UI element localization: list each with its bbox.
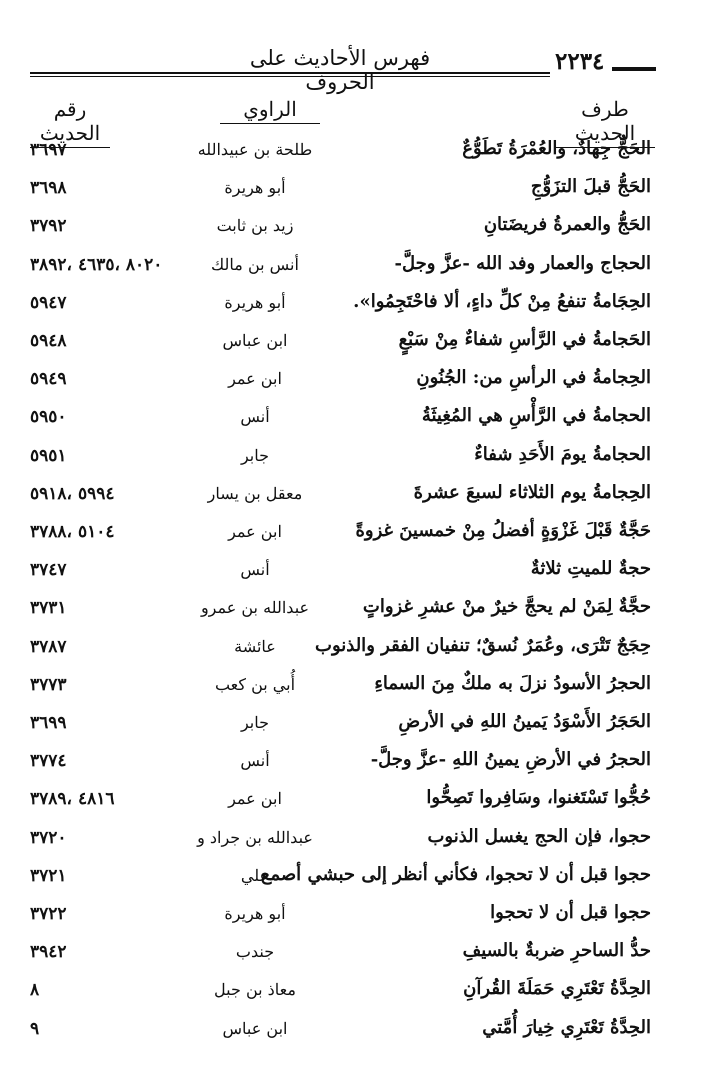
hadith-text: الحَجُّ قبلَ التزَوُّجِ [530,176,651,197]
table-row [0,1009,703,1047]
table-row [0,359,703,397]
table-row [0,283,703,321]
narrator-name: عائشة [234,637,276,656]
narrator-name: طلحة بن عبيدالله [197,140,313,159]
hadith-number: ٥٩٥٠ [30,407,67,427]
hadith-number: ٣٦٩٩ [30,713,67,733]
narrator-name: عبدالله بن عمرو [200,598,310,617]
column-header-narrator-label: الراوي [243,97,297,121]
hadith-text: حجوا، فإن الحج يغسل الذنوب [427,826,651,847]
table-row [0,779,703,817]
hadith-number: ٣٦٩٧ [30,140,67,160]
table-row [0,130,703,168]
hadith-text: الحجامةُ يومَ الأَحَدِ شفاءٌ [474,444,651,465]
narrator-name: جابر [240,713,270,732]
table-row [0,436,703,474]
narrator-name: أنس [240,751,270,770]
hadith-text: الحَجُّ جِهادٌ، والعُمْرَةُ تَطَوُّعٌ [462,138,651,159]
column-header-narrator-underline [220,123,320,124]
narrator-name: علي [240,866,270,885]
narrator-name: معقل بن يسار [207,484,303,503]
hadith-number: ٥١٠٤ ،٣٧٨٨ [30,522,115,542]
hadith-text: الحِدَّةُ تَعْتَرِي خِيارَ أُمَّتي [482,1017,651,1038]
narrator-name: ابن عمر [228,522,282,541]
hadith-number: ٥٩٥١ [30,446,67,466]
table-row [0,665,703,703]
column-header-hadith-label: طرف الحديث [574,97,636,145]
narrator-name: ابن عباس [222,331,288,350]
hadith-number: ٥٩٩٤ ،٥٩١٨ [30,484,115,504]
hadith-number: ٣٧٨٧ [30,637,67,657]
narrator-name: أنس بن مالك [211,255,299,274]
narrator-name: ابن عباس [222,1019,288,1038]
table-row [0,970,703,1008]
hadith-text: الحجرُ الأسودُ نزلَ به ملكٌ مِنَ السماءِ [374,673,651,694]
hadith-text: الحَجَرُ الأَسْوَدُ يَمينُ اللهِ في الأرضِ [398,711,651,732]
hadith-number: ٣٧٧٣ [30,675,67,695]
hadith-number: ٩ [30,1019,40,1039]
hadith-text: حدُّ الساحرِ ضربةٌ بالسيفِ [462,940,651,961]
table-row [0,512,703,550]
hadith-number: ٣٧٤٧ [30,560,67,580]
table-row [0,627,703,665]
table-row [0,321,703,359]
hadith-text: حجَّةٌ لِمَنْ لم يحجَّ خيرٌ منْ عشرِ غزواتٍ [362,596,651,617]
table-row [0,856,703,894]
hadith-number: ٣٧٣١ [30,598,67,618]
hadith-text: الحَجامةُ في الرَّأسِ شفاءٌ مِنْ سَبْعٍ [398,329,651,350]
hadith-text: الحِدَّةُ تَعْتَرِي حَمَلَةَ القُرآنِ [463,978,651,999]
table-row [0,206,703,244]
table-row [0,474,703,512]
hadith-number: ٣٧٢١ [30,866,67,886]
hadith-number: ٥٩٤٧ [30,293,67,313]
hadith-text: الحجامةُ في الرَّأْسِ هي المُغِيثَةُ [421,405,651,426]
narrator-name: جندب [235,942,275,961]
hadith-text: حجةٌ للميتِ ثلاثةٌ [530,558,651,579]
narrator-name: أبو هريرة [224,293,286,312]
table-row [0,245,703,283]
page-number: ٢٢٣٤ [555,48,605,75]
page-title: فهرس الأحاديث على الحروف [249,46,431,94]
column-header-narrator [220,97,320,124]
table-row [0,550,703,588]
hadith-text: حجوا قبل أن لا تحجوا، فكأني أنظر إلى حبشي أصمع [260,864,651,885]
narrator-name: جابر [240,446,270,465]
narrator-name: ابن عمر [228,369,282,388]
hadith-number: ٥٩٤٨ [30,331,67,351]
hadith-text: حَجَّةٌ قَبْلَ غَزْوَةٍ أفضلُ مِنْ خمسينَ غزوةً [355,520,651,541]
page-number-rule [612,67,656,71]
narrator-name: أبو هريرة [224,904,286,923]
column-header-number-label: رقم الحديث [39,97,101,145]
table-row [0,397,703,435]
narrator-name: زيد بن ثابت [216,216,294,235]
narrator-name: أنس [240,560,270,579]
hadith-text: حُجُّوا تَسْتَغنوا، وسَافِروا تَصِحُّوا [426,787,651,808]
hadith-number: ٣٧٢٢ [30,904,67,924]
narrator-name: أبو هريرة [224,178,286,197]
hadith-number: ٤٨١٦ ،٣٧٨٩ [30,789,115,809]
hadith-text: حِجَجٌ تَتْرَى، وعُمَرٌ نُسقٌ؛ تنفيان الفقر والذنوب [315,635,651,656]
hadith-number: ٣٧٩٢ [30,216,67,236]
hadith-text: الحجرُ في الأرضِ يمينُ اللهِ -عزَّ وجلَّ- [370,749,651,770]
table-row [0,932,703,970]
header-rule [30,72,550,77]
narrator-name: معاذ بن جبل [214,980,296,999]
hadith-text: الحجاج والعمار وفد الله -عزَّ وجلَّ- [394,253,651,274]
hadith-number: ٨٠٢٠ ،٤٦٣٥ ،٣٨٩٢ [30,255,163,275]
hadith-number: ٣٦٩٨ [30,178,67,198]
table-row [0,588,703,626]
hadith-number: ٥٩٤٩ [30,369,67,389]
hadith-text: الحَجُّ والعمرةُ فريضَتانِ [483,214,651,235]
narrator-name: أنس [240,407,270,426]
narrator-name: أُبي بن كعب [214,675,296,694]
hadith-text: الحِجامةُ في الرأسِ من: الجُنُونِ [416,367,651,388]
table-row [0,703,703,741]
hadith-number: ٣٧٢٠ [30,828,67,848]
table-row [0,894,703,932]
narrator-name: عبدالله بن جراد و [197,828,313,847]
hadith-text: حجوا قبل أن لا تحجوا [490,902,651,923]
table-row [0,168,703,206]
hadith-number: ٣٧٧٤ [30,751,67,771]
hadith-number: ٣٩٤٢ [30,942,67,962]
narrator-name: ابن عمر [228,789,282,808]
hadith-number: ٨ [30,980,40,1000]
hadith-text: الحِجامةُ يوم الثلاثاء لسبعَ عشرةَ [413,482,651,503]
table-row [0,741,703,779]
table-row [0,818,703,856]
hadith-text: الحِجَامةُ تنفعُ مِنْ كلِّ داءٍ، ألا فاحْتَجِمُوا». [353,291,651,312]
